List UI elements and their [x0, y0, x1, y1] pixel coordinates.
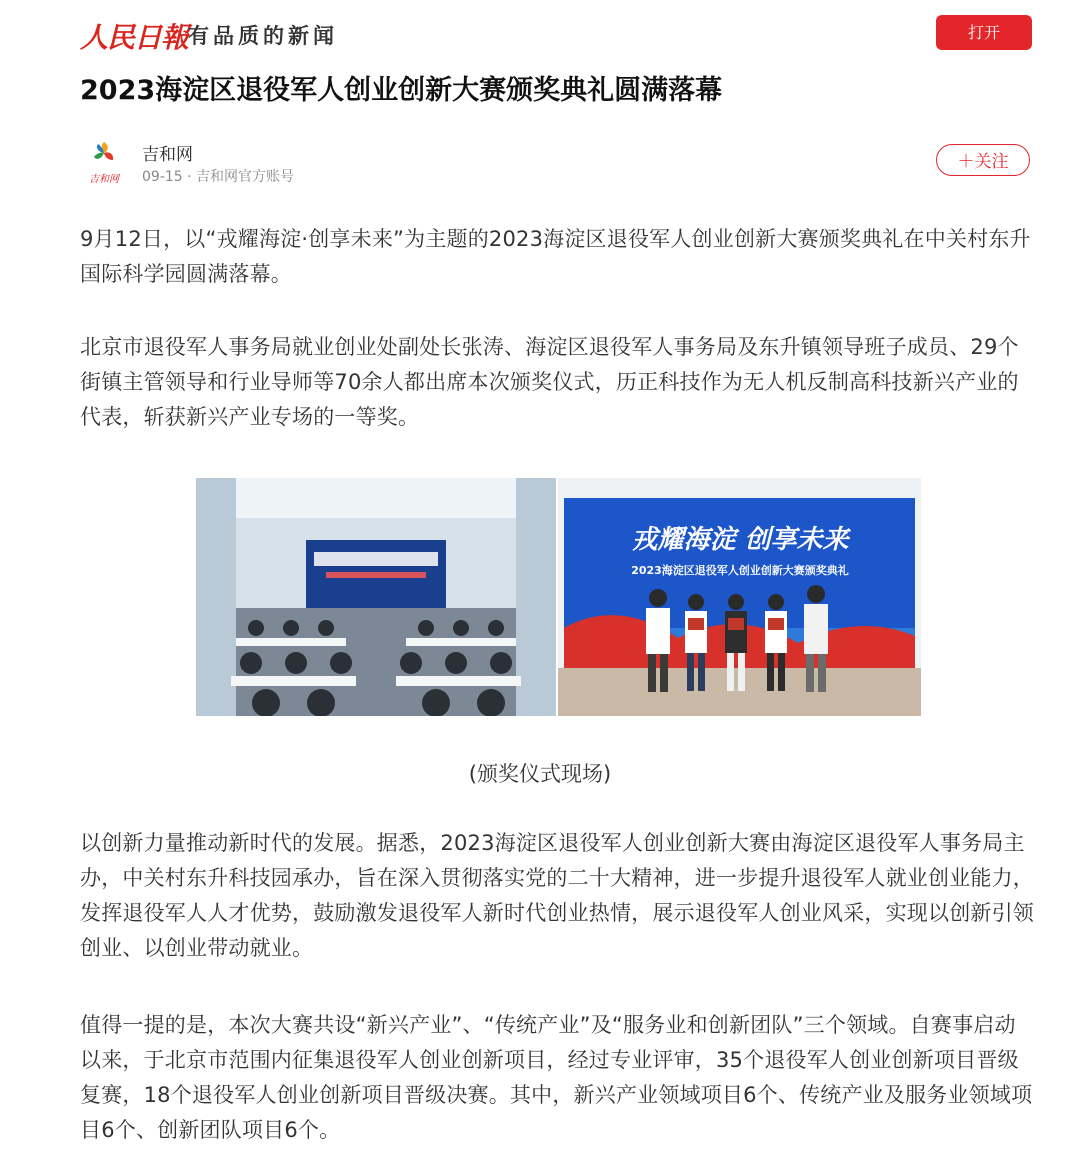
paragraph-4: 值得一提的是，本次大赛共设“新兴产业”、“传统产业”及“服务业和创新团队”三个领域。自赛事启动以来，于北京市范围内征集退役军人创业创新项目，经过专业评审，35个退役军人创业创新项目晋级复赛，18个退役军人创业创新项目晋级决赛。其中，新兴产业领域项目6个、传统产业及服务业领域项目6个、创新团队项目6个。 — [80, 1013, 1033, 1142]
ceremony-photos[interactable] — [196, 478, 921, 716]
slogan: 有品质的新闻 — [188, 24, 338, 48]
author-name[interactable]: 吉和网 — [142, 145, 193, 165]
stage-subtitle-text: 2023海淀区退役军人创业创新大赛颁奖典礼 — [631, 564, 849, 577]
award-stage-graphic — [558, 478, 921, 716]
author-avatar[interactable] — [83, 140, 125, 186]
author-meta: 09-15 · 吉和网官方账号 — [142, 169, 295, 185]
paragraph-2: 北京市退役军人事务局就业创业处副处长张涛、海淀区退役军人事务局及东升镇领导班子成员、29个街镇主管领导和行业导师等70余人都出席本次颁奖仪式，历正科技作为无人机反制高科技新兴产业的代表，斩获新兴产业专场的一等奖。 — [80, 335, 1019, 429]
article-title: 2023海淀区退役军人创业创新大赛颁奖典礼圆满落幕 — [80, 75, 723, 106]
paragraph-3: 以创新力量推动新时代的发展。据悉，2023海淀区退役军人创业创新大赛由海淀区退役军人事务局主办，中关村东升科技园承办，旨在深入贯彻落实党的二十大精神，进一步提升退役军人就业创业能力，发挥退役军人人才优势，鼓励激发退役军人新时代创业热情，展示退役军人创业风采，实现以创新引领创业、以创业带动就业。 — [80, 831, 1034, 960]
author-bar — [80, 136, 1032, 192]
follow-button[interactable]: ＋关注 — [936, 144, 1030, 176]
audience-photo — [196, 478, 556, 716]
top-bar — [0, 0, 1080, 68]
paragraph-1: 9月12日，以“戎耀海淀·创享未来”为主题的2023海淀区退役军人创业创新大赛颁奖典礼在中关村东升国际科学园圆满落幕。 — [80, 227, 1031, 286]
stage-banner-text: 戎耀海淀 创享未来 — [631, 525, 849, 555]
peoples-daily-logo[interactable]: 人民日報 — [80, 21, 189, 54]
audience-photo-graphic — [196, 478, 556, 716]
author-logo-caption: 吉和网 — [89, 174, 119, 185]
photo-caption: (颁奖仪式现场) — [468, 762, 612, 786]
author-logo-icon — [91, 140, 117, 166]
open-app-button[interactable]: 打开 — [936, 15, 1032, 50]
award-stage-photo — [558, 478, 921, 716]
